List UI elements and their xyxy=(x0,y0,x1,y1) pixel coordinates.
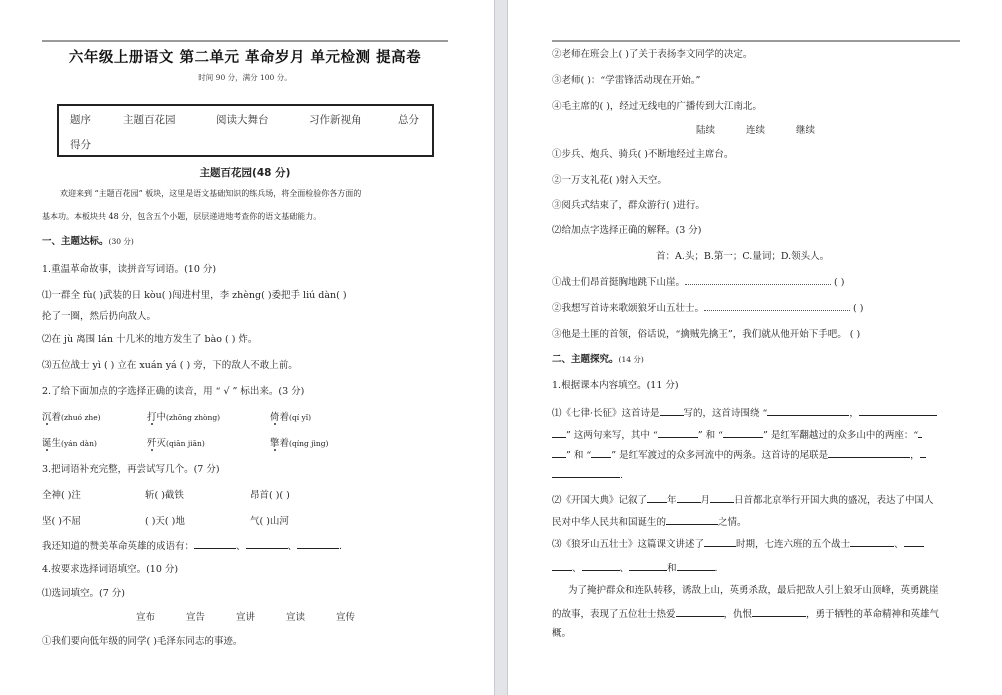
part2-title: 二、主题探究。 xyxy=(552,354,619,365)
answer-blank[interactable] xyxy=(767,405,849,416)
answer-blank[interactable] xyxy=(582,560,620,571)
def-item-text: ②我想写首诗来歌颂狼牙山五壮士。 xyxy=(552,303,705,314)
q2-options: (qiān jiān) xyxy=(166,439,205,448)
q4-sentence-2: ②老师在班会上( )了关于表扬李文同学的决定。 xyxy=(552,49,753,60)
paragraph-line3: 概。 xyxy=(552,628,572,639)
q2-options: (zhōng zhòng) xyxy=(166,413,221,422)
word-bank-5: 宣传 xyxy=(336,612,356,623)
word-bank-1: 宣布 xyxy=(136,612,156,623)
word-bank2-2: 连续 xyxy=(746,125,766,136)
text: ” 和 “ xyxy=(697,430,724,441)
dot-leader xyxy=(685,276,831,285)
text: ，勇于牺牲的革命精神和英雄气 xyxy=(806,609,940,620)
answer-blank[interactable] xyxy=(710,492,734,503)
answer-blank[interactable] xyxy=(666,514,718,525)
text: ” 和 “ xyxy=(566,450,592,461)
fill1-line3: ” 和 “ ” 是红军渡过的众多河流中的两条。这首诗的尾联是 ， xyxy=(552,447,926,463)
answer-blank[interactable] xyxy=(629,560,667,571)
answer-blank[interactable] xyxy=(920,447,926,458)
text: 月 xyxy=(700,495,711,506)
text: 和 xyxy=(667,563,677,574)
text: 之情。 xyxy=(718,517,747,528)
q4-sentence-3: ③老师( )：“学雷锋活动现在开始。” xyxy=(552,75,701,86)
answer-blank[interactable] xyxy=(552,467,620,478)
score-row-label: 得分 xyxy=(70,139,91,151)
q5-title: 1.根据课本内容填空。(11 分) xyxy=(552,380,679,391)
answer-blank[interactable] xyxy=(552,560,572,571)
fill1-line1: ⑴《七律·长征》这首诗是 写的，这首诗围绕 “ ， xyxy=(552,405,937,421)
q3-idiom-4: 坚( )不屈 xyxy=(42,516,81,527)
def-item-text: ①战士们昂首挺胸地跳下山崖。 xyxy=(552,277,686,288)
text: ” 这两句来写，其中 “ xyxy=(566,430,658,441)
text: 年 xyxy=(667,495,677,506)
answer-paren[interactable]: ( ) xyxy=(834,277,845,288)
q4-sub1: ⑴选词填空。(7 分) xyxy=(42,588,125,599)
q3-idiom-3: 昂首( )( ) xyxy=(250,490,290,501)
q2-word: 歼灭 xyxy=(147,438,167,449)
q2-options: (yán dàn) xyxy=(61,439,97,448)
answer-blank[interactable] xyxy=(677,560,715,571)
intro-line-2: 基本功。本板块共 48 分，包含五个小题，层层递进地考查你的语文基础能力。 xyxy=(42,212,322,221)
q4-sentence-5: ①步兵、炮兵、骑兵( )不断地经过主席台。 xyxy=(552,149,734,160)
q2-item-2 xyxy=(147,411,220,425)
q4-sentence-6: ②一万支礼花( )射入天空。 xyxy=(552,175,667,186)
word-bank2-3: 继续 xyxy=(796,125,816,136)
q2-title: 2.了给下面加点的字选择正确的读音，用 “ √ ” 标出来。(3 分) xyxy=(42,386,305,397)
fill2-line1 xyxy=(552,492,934,508)
answer-blank[interactable] xyxy=(859,405,937,416)
q2-word: 诞生 xyxy=(42,438,62,449)
word-bank-2: 宣告 xyxy=(186,612,206,623)
q2-item-5 xyxy=(147,437,205,451)
q3-more-label: 我还知道的赞美革命英雄的成语有： xyxy=(42,541,195,552)
q2-item-3 xyxy=(270,411,311,425)
definitions-line: 首：A.头；B.第一；C.量词；D.领头人。 xyxy=(656,251,830,262)
def-item-2 xyxy=(552,302,863,316)
answer-blank[interactable] xyxy=(647,492,667,503)
q2-item-1 xyxy=(42,411,101,425)
exam-duration: 时间 90 分，满分 100 分。 xyxy=(198,73,292,82)
fill3-line2: 、 、 和 . xyxy=(552,560,718,576)
answer-blank[interactable] xyxy=(246,538,288,549)
q3-more-line: 我还知道的赞美革命英雄的成语有： 、 、 . xyxy=(42,538,342,554)
answer-blank[interactable] xyxy=(723,427,763,438)
q3-idiom-1: 全神( )注 xyxy=(42,490,81,501)
paragraph-line1: 为了掩护群众和连队转移，诱敌上山，英勇杀敌，最后把敌人引上狼牙山顶峰，英勇跳崖 xyxy=(568,585,939,596)
answer-blank[interactable] xyxy=(752,606,806,617)
q2-item-6 xyxy=(270,437,328,451)
answer-blank[interactable] xyxy=(850,536,894,547)
q2-word: 打中 xyxy=(147,412,167,423)
score-header-section3: 习作新视角 xyxy=(309,114,362,126)
q2-word: 倚着 xyxy=(270,412,290,423)
text: ” 是红军翻越过的众多山中的两座：“ xyxy=(763,430,919,441)
fill2-line2 xyxy=(552,514,747,530)
q3-idiom-5: ( )天( )地 xyxy=(145,516,185,527)
q4-sentence-4: ④毛主席的( )，经过无线电的广播传到大江南北。 xyxy=(552,101,762,112)
paragraph-line2 xyxy=(552,606,939,622)
header-rule xyxy=(42,40,448,42)
answer-blank[interactable] xyxy=(660,405,684,416)
part2-heading xyxy=(552,353,644,367)
text: 的故事，表现了五位壮士热爱 xyxy=(552,609,676,620)
text: ⑵《开国大典》记叙了 xyxy=(552,495,648,506)
text: ⑶《狼牙山五壮士》这篇课文讲述了 xyxy=(552,539,705,550)
answer-blank[interactable] xyxy=(194,538,236,549)
score-table xyxy=(57,104,434,157)
text: 时期，七连六班的五个战士 xyxy=(736,539,851,550)
text: 民对中华人民共和国诞生的 xyxy=(552,517,667,528)
word-bank2-1: 陆续 xyxy=(696,125,716,136)
q3-title: 3.把词语补充完整，再尝试写几个。(7 分) xyxy=(42,464,220,475)
document-page-left xyxy=(0,0,494,695)
dot-leader xyxy=(704,302,850,311)
q4-sentence-1: ①我们要向低年级的同学( )毛泽东同志的事迹。 xyxy=(42,636,243,647)
text: ⑴《七律·长征》这首诗是 xyxy=(552,408,660,419)
q1-line-2: 抡了一圈，然后扔向敌人。 xyxy=(42,311,157,322)
def-item-text: ③他是土匪的首领，俗话说，“擒贼先擒王”，我们就从他开始下手吧。 xyxy=(552,329,847,340)
answer-blank[interactable] xyxy=(676,606,724,617)
q2-word: 沉着 xyxy=(42,412,62,423)
q2-options: (qíng jìng) xyxy=(289,439,329,448)
intro-line-1: 欢迎来到 “主题百花园” 板块，这里是语文基础知识的练兵场，将全面检验你各方面的 xyxy=(60,189,362,198)
section-title: 主题百花园(48 分) xyxy=(199,167,291,179)
def-item-1 xyxy=(552,276,844,290)
q1-line-4: ⑶五位战士 yì ( ) 立在 xuán yá ( ) 旁，下的敌人不敢上前。 xyxy=(42,360,298,371)
answer-blank[interactable] xyxy=(828,447,910,458)
fill1-line2 xyxy=(552,427,922,443)
answer-blank[interactable] xyxy=(704,536,736,547)
answer-blank[interactable] xyxy=(918,427,922,438)
text: ，仇恨 xyxy=(723,609,753,620)
header-rule xyxy=(552,40,960,42)
score-header-section2: 阅读大舞台 xyxy=(216,114,269,126)
score-header-section1: 主题百花园 xyxy=(123,114,176,126)
q1-title: 1.重温革命故事，读拼音写词语。(10 分) xyxy=(42,264,217,275)
fill1-line4: . xyxy=(552,467,623,483)
answer-blank[interactable] xyxy=(904,536,924,547)
word-bank-3: 宣讲 xyxy=(236,612,256,623)
q3-idiom-6: 气( )山河 xyxy=(250,516,289,527)
word-bank-4: 宣读 xyxy=(286,612,306,623)
q2-item-4 xyxy=(42,437,97,451)
answer-blank[interactable] xyxy=(677,492,701,503)
q4-title: 4.按要求选择词语填空。(10 分) xyxy=(42,564,179,575)
part2-score: (14 分) xyxy=(618,355,644,364)
q3-idiom-2: 斩( )截铁 xyxy=(145,490,184,501)
q2-word: 擎着 xyxy=(270,438,290,449)
score-header-order: 题序 xyxy=(70,114,91,126)
answer-blank[interactable] xyxy=(591,447,611,458)
page-title: 六年级上册语文 第二单元 革命岁月 单元检测 提高卷 xyxy=(68,50,422,66)
text: ” 是红军渡过的众多河流中的两条。这首诗的尾联是 xyxy=(611,450,829,461)
answer-paren[interactable]: ( ) xyxy=(853,303,864,314)
answer-blank[interactable] xyxy=(297,538,339,549)
answer-paren[interactable]: ( ) xyxy=(849,329,861,340)
part1-score: (30 分) xyxy=(108,237,134,246)
document-page-right xyxy=(508,0,1002,695)
part1-title: 一、主题达标。 xyxy=(42,236,109,247)
q4-sentence-7: ③阅兵式结束了，群众游行( )进行。 xyxy=(552,200,705,211)
part1-heading xyxy=(42,235,134,249)
text: 写的，这首诗围绕 “ xyxy=(683,408,768,419)
q1-line-1: ⑴一群全 fù( )武装的日 kòu( )闯进村里，李 zhèng( )委把手 liú dàn( ) xyxy=(42,290,347,301)
answer-blank[interactable] xyxy=(552,447,566,458)
page-gutter xyxy=(494,0,508,695)
fill3-line1: ⑶《狼牙山五壮士》这篇课文讲述了 时期，七连六班的五个战士 、 xyxy=(552,536,924,552)
score-header-total: 总分 xyxy=(398,114,419,126)
answer-blank[interactable] xyxy=(658,427,698,438)
text: 日首都北京举行开国大典的盛况，表达了中国人 xyxy=(734,495,934,506)
q1-line-3: ⑵在 jù 离围 lán 十几米的地方发生了 bào ( ) 炸。 xyxy=(42,334,258,345)
answer-blank[interactable] xyxy=(552,427,566,438)
q2-options: (qí yǐ) xyxy=(289,413,312,422)
q4-sub2: ⑵给加点字选择正确的解释。(3 分) xyxy=(552,225,702,236)
def-item-3 xyxy=(552,328,860,342)
q2-options: (zhuó zhe) xyxy=(61,413,101,422)
